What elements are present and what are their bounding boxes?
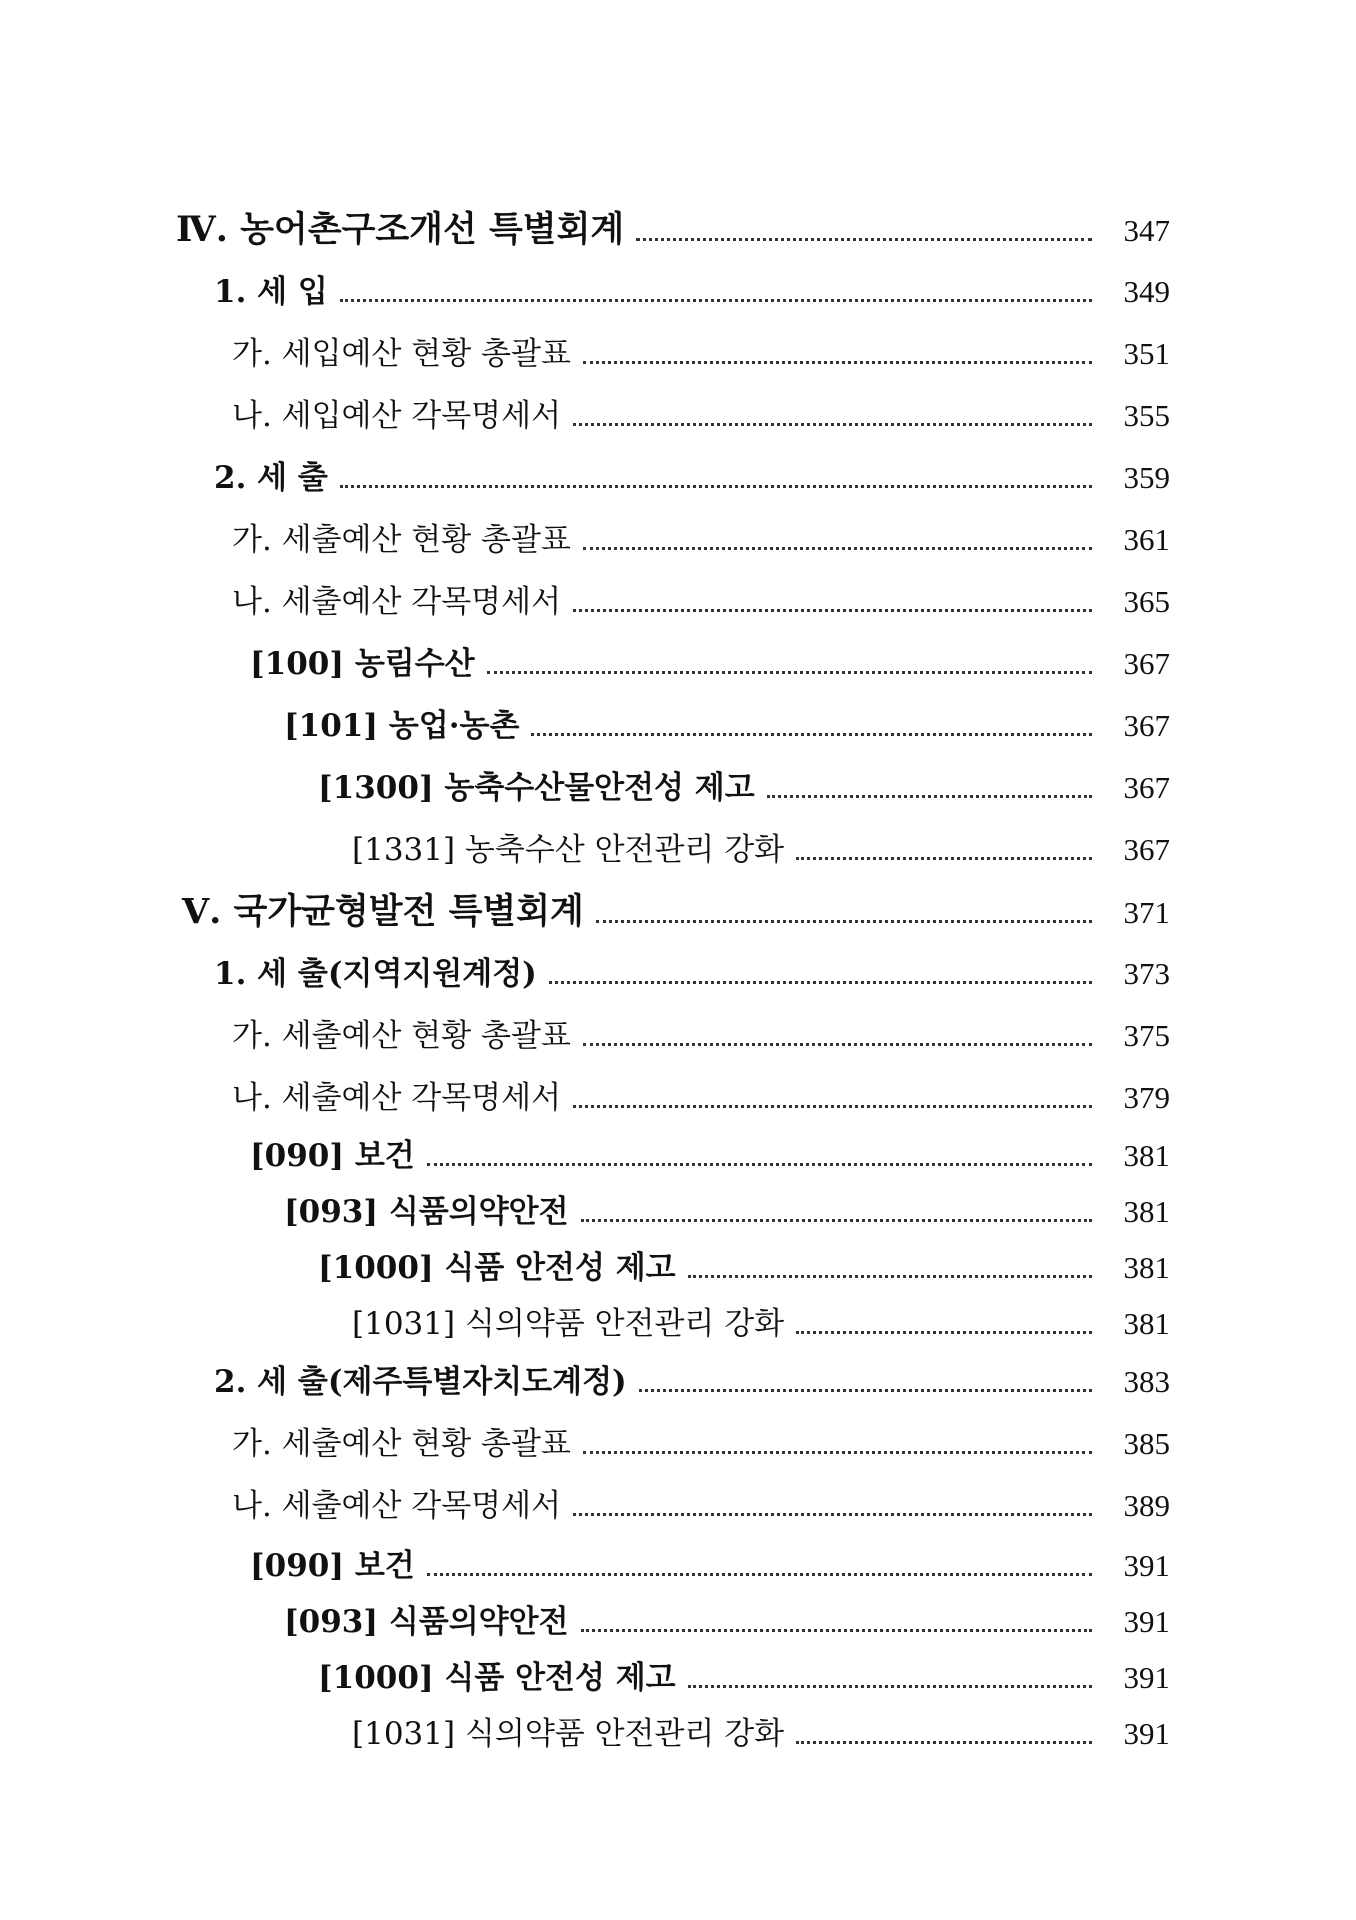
toc-entry-page: 355 <box>1123 398 1170 433</box>
toc-entry <box>284 704 1170 748</box>
toc-entry-page: 375 <box>1123 1018 1170 1053</box>
toc-entry-title: [093] 식품의약안전 <box>284 1604 569 1640</box>
dot-leader <box>427 1573 1092 1576</box>
toc-entry-title: [1000] 식품 안전성 제고 <box>318 1660 676 1696</box>
toc-entry-page: 359 <box>1123 460 1170 495</box>
toc-entry <box>214 456 1170 500</box>
dot-leader <box>549 981 1092 984</box>
dot-leader <box>573 1513 1092 1516</box>
dot-leader <box>583 547 1092 550</box>
dot-leader <box>340 485 1092 488</box>
toc-entry-title: [1331] 농축수산 안전관리 강화 <box>352 832 785 868</box>
toc-entry <box>214 952 1170 996</box>
toc-entry-page: 385 <box>1123 1426 1170 1461</box>
toc-entry-title: 나. 세입예산 각목명세서 <box>232 398 562 434</box>
toc-entry <box>318 1656 1170 1700</box>
dot-leader <box>531 733 1092 736</box>
toc-entry <box>176 208 1170 253</box>
dot-leader <box>573 1105 1092 1108</box>
dot-leader <box>767 795 1092 798</box>
toc-entry-page: 391 <box>1123 1660 1170 1695</box>
dot-leader <box>487 671 1092 674</box>
toc-entry <box>284 1190 1170 1234</box>
dot-leader <box>796 1331 1092 1334</box>
toc-entry-page: 367 <box>1123 646 1170 681</box>
toc-entry <box>232 1422 1170 1466</box>
toc-entry-page: 381 <box>1123 1250 1170 1285</box>
toc-entry <box>232 1484 1170 1528</box>
toc-entry-page: 383 <box>1123 1364 1170 1399</box>
toc-entry-page: 367 <box>1123 832 1170 867</box>
toc-entry-title: 가. 세출예산 현황 총괄표 <box>232 522 571 558</box>
toc-entry <box>232 1076 1170 1120</box>
toc-entry-title: [101] 농업·농촌 <box>284 708 520 744</box>
toc-entry-title: 가. 세입예산 현황 총괄표 <box>232 336 571 372</box>
toc-entry-title: 나. 세출예산 각목명세서 <box>232 1080 562 1116</box>
toc-entry-title: 1. 세 출(지역지원계정) <box>214 956 537 992</box>
toc-entry-title: 2. 세 출(제주특별자치도계정) <box>214 1364 627 1400</box>
toc-entry-page: 367 <box>1123 770 1170 805</box>
toc-entry-page: 347 <box>1123 213 1170 248</box>
dot-leader <box>596 920 1092 923</box>
toc-entry-page: 371 <box>1123 895 1170 930</box>
toc-entry-title: 가. 세출예산 현황 총괄표 <box>232 1426 571 1462</box>
dot-leader <box>573 609 1092 612</box>
dot-leader <box>639 1389 1092 1392</box>
toc-entry-page: 389 <box>1123 1488 1170 1523</box>
toc-entry-title: [093] 식품의약안전 <box>284 1194 569 1230</box>
toc-entry <box>182 890 1170 935</box>
dot-leader <box>583 1043 1092 1046</box>
toc-entry <box>232 580 1170 624</box>
toc-entry-title: [1300] 농축수산물안전성 제고 <box>318 770 755 806</box>
toc-entry-page: 365 <box>1123 584 1170 619</box>
toc-entry-title: [1031] 식의약품 안전관리 강화 <box>352 1716 785 1752</box>
toc-entry-page: 379 <box>1123 1080 1170 1115</box>
toc-entry-title: [090] 보건 <box>250 1138 415 1174</box>
toc-entry-title: Ⅳ. 농어촌구조개선 특별회계 <box>176 209 625 250</box>
dot-leader <box>688 1275 1092 1278</box>
toc-entry-page: 381 <box>1123 1138 1170 1173</box>
toc-entry <box>250 1134 1170 1178</box>
dot-leader <box>573 423 1092 426</box>
dot-leader <box>636 238 1092 241</box>
toc-entry <box>352 1302 1170 1346</box>
toc-entry-title: [1000] 식품 안전성 제고 <box>318 1250 676 1286</box>
toc-entry <box>352 1712 1170 1756</box>
dot-leader <box>340 299 1092 302</box>
toc-entry <box>232 332 1170 376</box>
dot-leader <box>581 1219 1092 1222</box>
toc-entry <box>214 1360 1170 1404</box>
toc-entry-title: 나. 세출예산 각목명세서 <box>232 584 562 620</box>
toc-entry-page: 351 <box>1123 336 1170 371</box>
toc-entry <box>284 1600 1170 1644</box>
toc-entry-page: 349 <box>1123 274 1170 309</box>
dot-leader <box>581 1629 1092 1632</box>
toc-entry <box>352 828 1170 872</box>
toc-entry-title: [1031] 식의약품 안전관리 강화 <box>352 1306 785 1342</box>
toc-entry <box>232 394 1170 438</box>
dot-leader <box>796 857 1092 860</box>
toc-entry <box>250 1544 1170 1588</box>
toc-entry-page: 391 <box>1123 1548 1170 1583</box>
toc-entry-page: 381 <box>1123 1194 1170 1229</box>
toc-entry-page: 391 <box>1123 1716 1170 1751</box>
toc-entry-page: 367 <box>1123 708 1170 743</box>
dot-leader <box>583 361 1092 364</box>
dot-leader <box>688 1685 1092 1688</box>
toc-entry-page: 361 <box>1123 522 1170 557</box>
toc-entry-title: 나. 세출예산 각목명세서 <box>232 1488 562 1524</box>
toc-entry-page: 391 <box>1123 1604 1170 1639</box>
toc-entry <box>232 1014 1170 1058</box>
toc-entry-title: Ⅴ. 국가균형발전 특별회계 <box>182 891 584 932</box>
toc-entry-title: 1. 세 입 <box>214 274 328 310</box>
toc-entry-page: 381 <box>1123 1306 1170 1341</box>
toc-entry-title: 가. 세출예산 현황 총괄표 <box>232 1018 571 1054</box>
toc-entry-page: 373 <box>1123 956 1170 991</box>
toc-entry <box>318 1246 1170 1290</box>
toc-entry-title: 2. 세 출 <box>214 460 328 496</box>
toc-entry <box>318 766 1170 810</box>
toc-entry <box>214 270 1170 314</box>
dot-leader <box>796 1741 1092 1744</box>
dot-leader <box>583 1451 1092 1454</box>
toc-entry-title: [090] 보건 <box>250 1548 415 1584</box>
toc-entry <box>232 518 1170 562</box>
dot-leader <box>427 1163 1092 1166</box>
toc-entry-title: [100] 농림수산 <box>250 646 475 682</box>
toc-entry <box>250 642 1170 686</box>
